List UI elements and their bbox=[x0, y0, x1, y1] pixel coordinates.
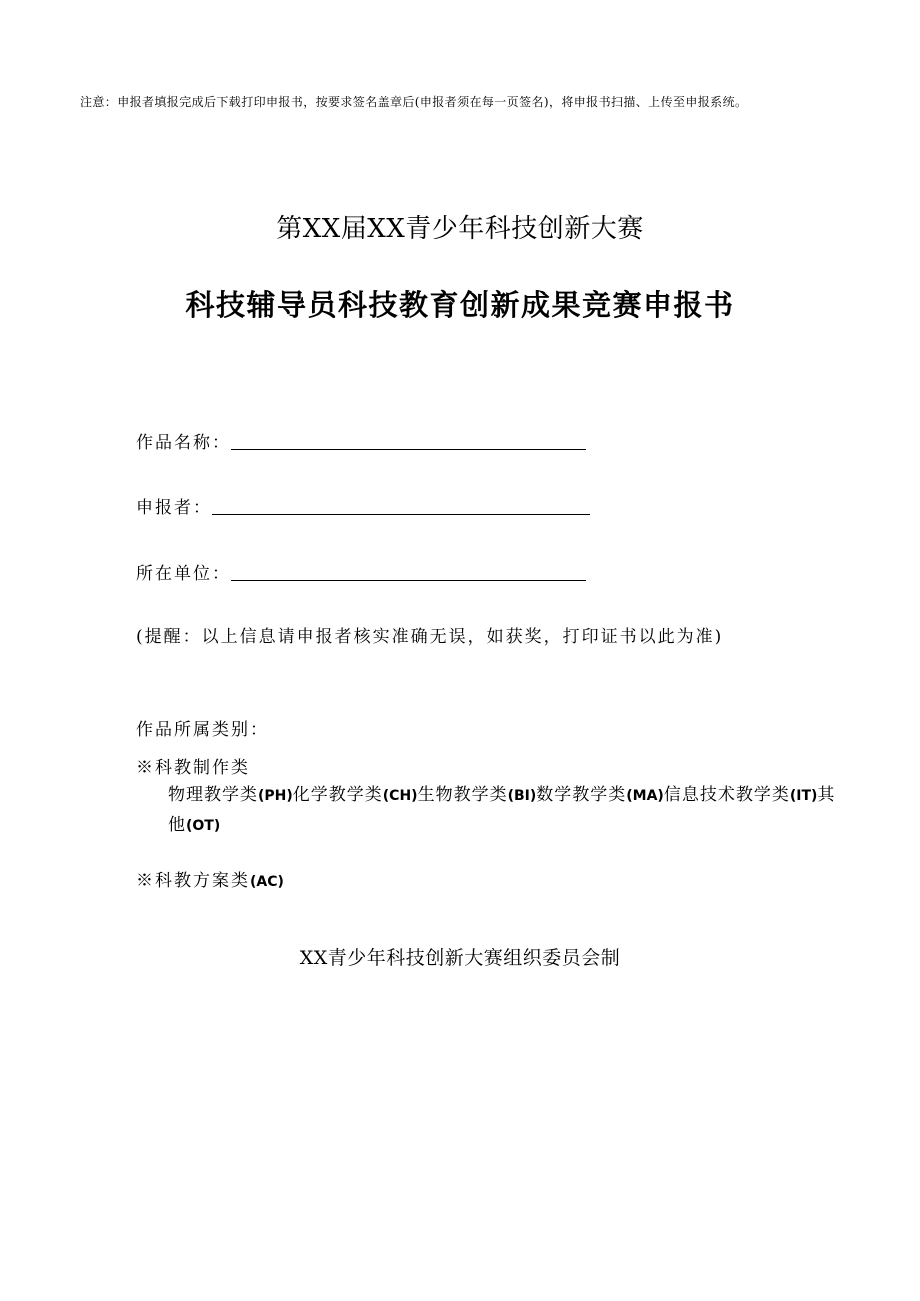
organization-field bbox=[136, 559, 586, 584]
category-heading: 作品所属类别： bbox=[136, 720, 269, 740]
category-plan bbox=[136, 866, 284, 891]
category-item: 物理教学类(PH) bbox=[168, 785, 293, 805]
reminder-text: (提醒：以上信息请申报者核实准确无误，如获奖，打印证书以此为准) bbox=[136, 627, 724, 647]
category-plan-code: (AC) bbox=[250, 874, 284, 890]
category-item: 其他(OT) bbox=[168, 785, 836, 835]
category-item: 信息技术教学类(IT) bbox=[663, 785, 818, 805]
applicant-blank-line bbox=[212, 513, 590, 515]
category-plan-label: ※科教方案类 bbox=[136, 871, 250, 891]
form-title: 科技辅导员科技教育创新成果竞赛申报书 bbox=[185, 288, 735, 322]
work-name-label: 作品名称： bbox=[136, 433, 231, 453]
applicant-field bbox=[136, 493, 590, 518]
organization-label: 所在单位： bbox=[136, 564, 231, 584]
work-name-blank-line bbox=[231, 448, 586, 450]
category-production-items bbox=[168, 781, 853, 841]
issuer-footer: XX青少年科技创新大赛组织委员会制 bbox=[299, 947, 621, 969]
category-item: 数学教学类(MA) bbox=[536, 785, 664, 805]
applicant-label: 申报者： bbox=[136, 498, 212, 518]
work-name-field bbox=[136, 428, 586, 453]
competition-title: 第XX届XX青少年科技创新大赛 bbox=[276, 214, 644, 244]
category-production-label: ※科教制作类 bbox=[136, 758, 250, 778]
organization-blank-line bbox=[231, 579, 586, 581]
category-item: 化学教学类(CH) bbox=[292, 785, 418, 805]
category-item: 生物教学类(BI) bbox=[417, 785, 537, 805]
notice-text: 注意：申报者填报完成后下载打印申报书，按要求签名盖章后(申报者须在每一页签名)，将申报书扫描、上传至申报系统。 bbox=[80, 95, 748, 109]
